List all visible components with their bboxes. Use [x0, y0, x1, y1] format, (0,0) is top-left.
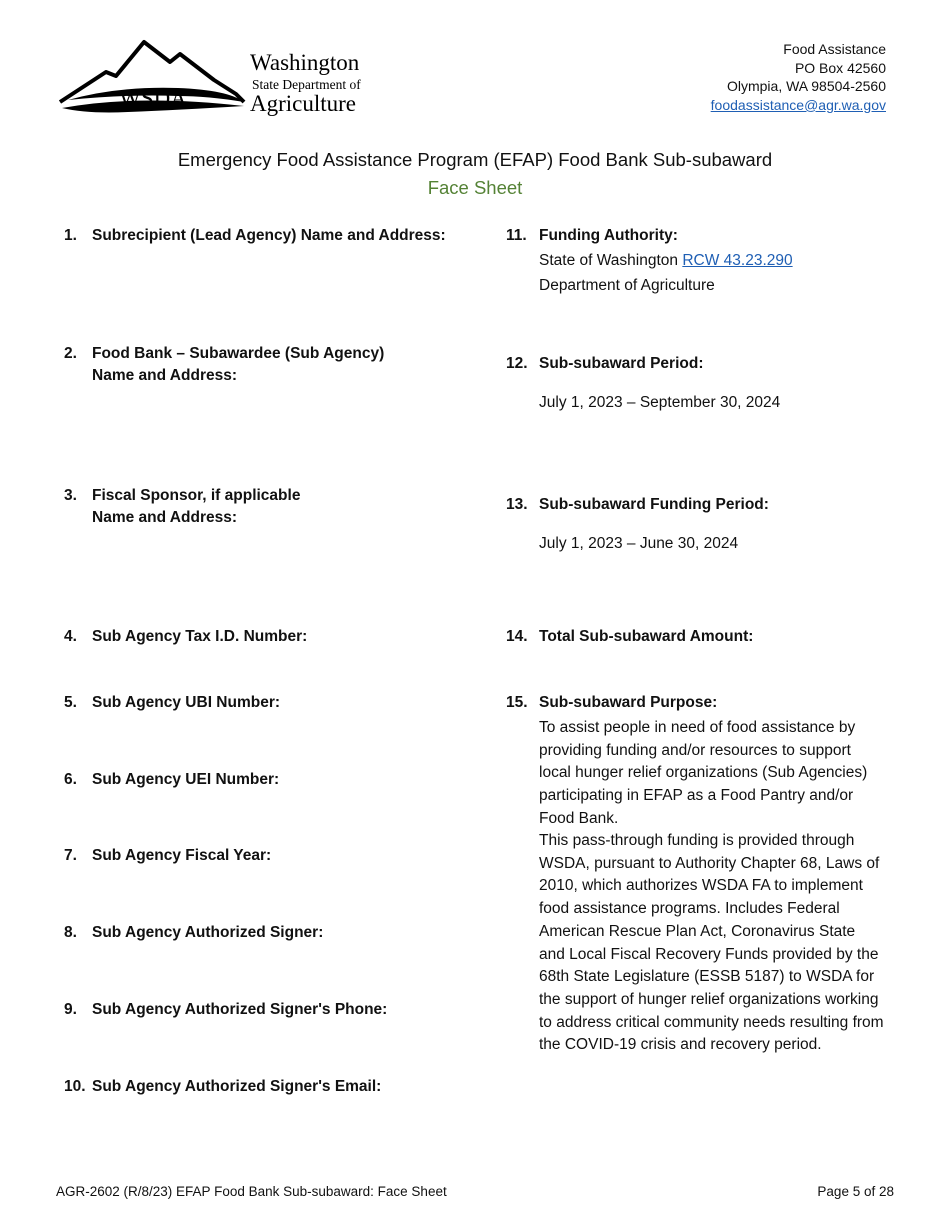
field-number: 11. [506, 227, 527, 244]
field-label: Sub-subaward Funding Period: [539, 496, 769, 513]
field-number: 15. [506, 694, 528, 711]
field-number: 12. [506, 355, 528, 372]
field-label: Fiscal Sponsor, if applicable [92, 487, 301, 504]
field-number: 6. [64, 771, 77, 788]
wsda-logo [58, 36, 378, 120]
document-title: Emergency Food Assistance Program (EFAP) Food Bank Sub-subaward [177, 149, 773, 170]
contact-block [711, 40, 886, 114]
field-label: Sub-subaward Purpose: [539, 694, 718, 711]
field-number: 8. [64, 924, 77, 941]
field-label: Sub-subaward Period: [539, 355, 704, 372]
field-label: Sub Agency Authorized Signer's Email: [92, 1078, 382, 1095]
field-number: 10. [64, 1078, 86, 1095]
field-value: July 1, 2023 – September 30, 2024 [539, 394, 781, 411]
field-label-line2: Name and Address: [92, 509, 237, 526]
document-subtitle: Face Sheet [427, 177, 523, 198]
rcw-link[interactable]: RCW 43.23.290 [682, 252, 793, 269]
svg-text:Agriculture: Agriculture [250, 91, 357, 116]
funding-authority-text: State of Washington [539, 252, 683, 269]
field-number: 2. [64, 345, 77, 362]
svg-text:State Department of: State Department of [252, 77, 361, 92]
contact-po-box: PO Box 42560 [794, 59, 886, 76]
field-number: 1. [64, 227, 77, 244]
contact-department: Food Assistance [783, 41, 886, 57]
funding-authority-line1 [539, 250, 793, 273]
purpose-paragraph-2: This pass-through funding is provided through WSDA, pursuant to Authority Chapter 68, Laws of 2010, which authorizes WSDA FA to implement food assistance programs. Includes Federal American Rescue Plan Act, Coronavirus State and Local Fiscal Recovery Funds provided by the 68th State Legislature (ESSB 5187) to WSDA for the support of hunger relief organizations working to address critical community needs resulting from the COVID-19 crisis and recovery period. [539, 832, 884, 1054]
mountain-logo-icon [58, 36, 378, 120]
field-number: 9. [64, 1001, 77, 1018]
funding-authority-line2: Department of Agriculture [539, 277, 715, 294]
field-label: Sub Agency UEI Number: [92, 771, 280, 788]
field-label: Food Bank – Subawardee (Sub Agency) [92, 345, 385, 362]
field-label: Sub Agency UBI Number: [92, 694, 281, 711]
field-number: 7. [64, 847, 77, 864]
field-label: Total Sub-subaward Amount: [539, 628, 754, 645]
field-label: Sub Agency Authorized Signer's Phone: [92, 1001, 388, 1018]
field-number: 13. [506, 496, 528, 513]
field-number: 4. [64, 628, 77, 645]
contact-city: Olympia, WA 98504-2560 [726, 78, 886, 95]
field-label-line2: Name and Address: [92, 367, 237, 384]
purpose-paragraph-1: To assist people in need of food assistance by providing funding and/or resources to support local hunger relief organizations (Sub Agencies) participating in EFAP as a Food Pantry and/or Food Bank. [539, 719, 868, 827]
field-label: Subrecipient (Lead Agency) Name and Address: [92, 227, 446, 244]
field-label: Sub Agency Tax I.D. Number: [92, 628, 308, 645]
field-number: 5. [64, 694, 77, 711]
contact-email-link[interactable]: foodassistance@agr.wa.gov [710, 96, 886, 113]
field-number: 14. [506, 628, 528, 645]
svg-text:WSDA: WSDA [119, 86, 187, 111]
field-label: Funding Authority: [539, 227, 678, 244]
footer-page-number: Page 5 of 28 [817, 1184, 894, 1199]
field-label: Sub Agency Fiscal Year: [92, 847, 272, 864]
svg-text:Washington: Washington [250, 50, 360, 75]
field-value: July 1, 2023 – June 30, 2024 [539, 535, 739, 552]
field-label: Sub Agency Authorized Signer: [92, 924, 324, 941]
field-number: 3. [64, 487, 77, 504]
footer-form-id: AGR-2602 (R/8/23) EFAP Food Bank Sub-subaward: Face Sheet [56, 1184, 447, 1199]
